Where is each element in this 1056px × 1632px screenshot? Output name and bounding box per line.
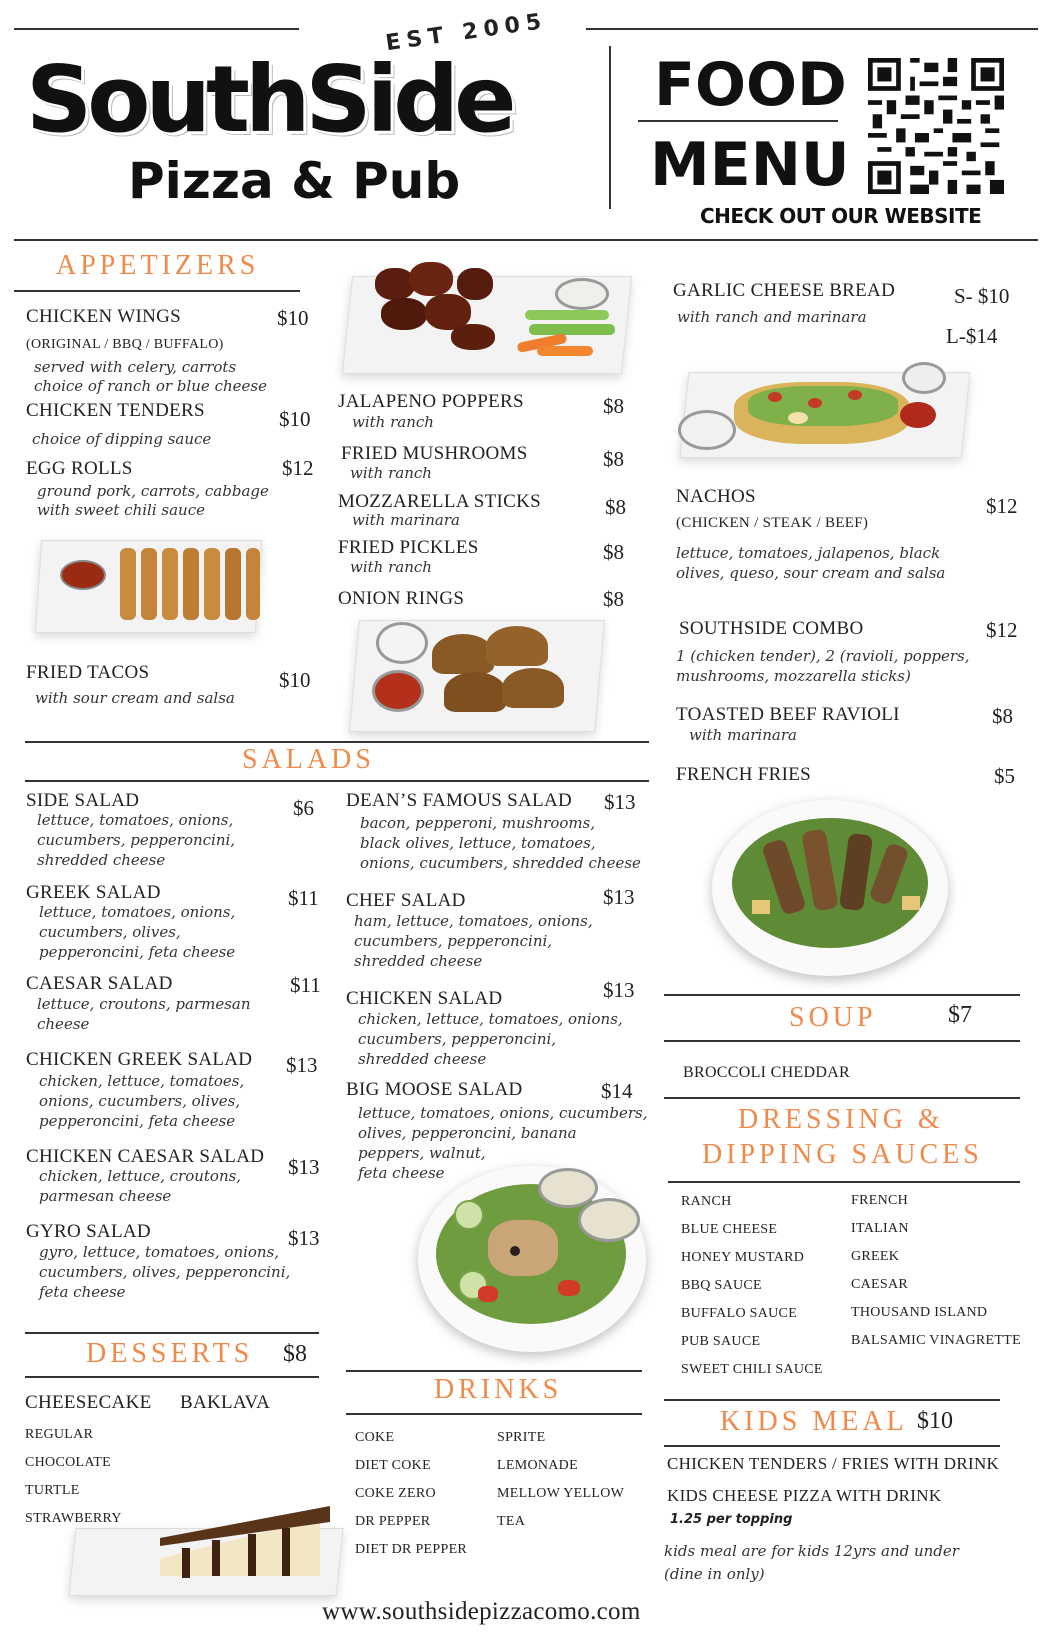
chicken-tenders-price: $10 (279, 407, 311, 431)
desserts-heading: DESSERTS (86, 1338, 254, 1369)
greek-salad-desc-1: lettuce, tomatoes, onions, (39, 903, 236, 921)
chicken-caesar-salad-desc-1: chicken, lettuce, croutons, (39, 1167, 242, 1185)
southside-combo-desc-2: mushrooms, mozzarella sticks) (676, 667, 911, 685)
chef-salad-price: $13 (603, 885, 635, 909)
jalapeno-poppers-price: $8 (603, 394, 624, 418)
fried-mushrooms-price: $8 (603, 447, 624, 471)
big-moose-salad-price: $14 (601, 1079, 633, 1103)
dressing-heading-line-1: DRESSING & (738, 1104, 944, 1135)
dressing-caesar: CAESAR (851, 1277, 909, 1292)
fried-mushrooms-desc: with ranch (350, 464, 432, 482)
side-salad-desc-1: lettuce, tomatoes, onions, (37, 811, 234, 829)
greek-salad-desc-2: cucumbers, olives, (39, 923, 181, 941)
chicken-wings-price: $10 (277, 306, 309, 330)
chef-salad-name: CHEF SALAD (346, 890, 466, 911)
kids-meal-item-pizza: KIDS CHEESE PIZZA WITH DRINK (667, 1486, 942, 1505)
chicken-salad-name: CHICKEN SALAD (346, 988, 503, 1009)
chicken-salad-desc-2: cucumbers, pepperoncini, (358, 1030, 557, 1048)
brand-logo: SouthSide (26, 46, 512, 153)
drink-diet-coke: DIET COKE (355, 1458, 431, 1473)
kids-meal-topping-note: 1.25 per topping (670, 1512, 793, 1527)
dessert-flavor-strawberry: STRAWBERRY (25, 1511, 122, 1526)
chicken-caesar-photo (712, 800, 950, 978)
baklava-label: BAKLAVA (180, 1392, 271, 1413)
dressing-ranch: RANCH (681, 1194, 732, 1209)
egg-rolls-name: EGG ROLLS (26, 458, 133, 479)
mozzarella-sticks-price: $8 (605, 495, 626, 519)
big-moose-salad-desc-3: peppers, walnut, (358, 1144, 486, 1162)
brand-subtitle: Pizza & Pub (128, 152, 461, 210)
soup-price: $7 (948, 1002, 972, 1028)
appetizers-heading: APPETIZERS (56, 250, 260, 281)
mozzarella-sticks-desc: with marinara (352, 511, 460, 529)
nachos-photo (678, 362, 968, 462)
chicken-tenders-desc: choice of dipping sauce (32, 430, 212, 448)
caesar-salad-desc-2: cheese (37, 1015, 90, 1033)
kids-meal-price: $10 (917, 1408, 953, 1434)
nachos-desc-2: olives, queso, sour cream and salsa (676, 564, 946, 582)
chicken-caesar-salad-price: $13 (288, 1155, 320, 1179)
dressing-honey-mustard: HONEY MUSTARD (681, 1250, 805, 1265)
side-salad-desc-2: cucumbers, pepperoncini, (37, 831, 236, 849)
greek-salad-price: $11 (288, 886, 319, 910)
gyro-salad-name: GYRO SALAD (26, 1221, 151, 1242)
fried-tacos-photo (354, 614, 602, 734)
egg-rolls-photo (38, 540, 259, 633)
kids-meal-item-tenders: CHICKEN TENDERS / FRIES WITH DRINK (667, 1454, 1000, 1473)
chicken-greek-salad-desc-3: pepperoncini, feta cheese (39, 1112, 236, 1130)
chicken-wings-desc-1: served with celery, carrots (34, 358, 237, 376)
nachos-name: NACHOS (676, 486, 756, 507)
kids-meal-dine-in-note: (dine in only) (664, 1565, 765, 1583)
big-moose-salad-desc-4: feta cheese (358, 1164, 445, 1182)
southside-combo-price: $12 (986, 618, 1018, 642)
chicken-greek-salad-desc-2: onions, cucumbers, olives, (39, 1092, 241, 1110)
caesar-salad-price: $11 (290, 973, 321, 997)
dressing-french: FRENCH (851, 1193, 909, 1208)
garlic-cheese-bread-price-small: S- $10 (954, 284, 1010, 308)
chicken-wings-options: (ORIGINAL / BBQ / BUFFALO) (26, 337, 224, 352)
drink-tea: TEA (497, 1514, 526, 1529)
dressing-blue-cheese: BLUE CHEESE (681, 1222, 778, 1237)
dressing-buffalo-sauce: BUFFALO SAUCE (681, 1306, 798, 1321)
deans-salad-desc-3: onions, cucumbers, shredded cheese (360, 854, 641, 872)
drink-lemonade: LEMONADE (497, 1458, 578, 1473)
dressing-thousand-island: THOUSAND ISLAND (851, 1305, 988, 1320)
southside-combo-desc-1: 1 (chicken tender), 2 (ravioli, poppers, (676, 647, 970, 665)
toasted-ravioli-desc: with marinara (689, 726, 797, 744)
chicken-greek-salad-desc-1: chicken, lettuce, tomatoes, (39, 1072, 245, 1090)
chicken-wings-photo (347, 258, 629, 376)
chicken-salad-desc-1: chicken, lettuce, tomatoes, onions, (358, 1010, 623, 1028)
drink-diet-dr-pepper: DIET DR PEPPER (355, 1542, 468, 1557)
chef-salad-desc-2: cucumbers, pepperoncini, (354, 932, 553, 950)
french-fries-price: $5 (994, 764, 1015, 788)
big-moose-salad-desc-2: olives, pepperoncini, banana (358, 1124, 577, 1142)
mozzarella-sticks-name: MOZZARELLA STICKS (338, 491, 542, 512)
chicken-caesar-salad-name: CHICKEN CAESAR SALAD (26, 1146, 265, 1167)
soup-heading: SOUP (789, 1002, 877, 1033)
dessert-flavor-chocolate: CHOCOLATE (25, 1455, 111, 1470)
big-moose-salad-desc-1: lettuce, tomatoes, onions, cucumbers, (358, 1104, 648, 1122)
drink-dr-pepper: DR PEPPER (355, 1514, 431, 1529)
garlic-cheese-bread-name: GARLIC CHEESE BREAD (673, 280, 896, 301)
gyro-salad-desc-2: cucumbers, olives, pepperoncini, (39, 1263, 291, 1281)
food-label: FOOD (654, 50, 847, 120)
chicken-tenders-name: CHICKEN TENDERS (26, 400, 205, 421)
drinks-heading: DRINKS (434, 1374, 563, 1405)
cheesecake-label: CHEESECAKE (25, 1392, 152, 1413)
jalapeno-poppers-desc: with ranch (352, 413, 434, 431)
qr-code-icon[interactable] (868, 58, 1004, 194)
gyro-salad-price: $13 (288, 1226, 320, 1250)
side-salad-desc-3: shredded cheese (37, 851, 166, 869)
jalapeno-poppers-name: JALAPENO POPPERS (338, 391, 524, 412)
nachos-options: (CHICKEN / STEAK / BEEF) (676, 515, 869, 531)
toasted-ravioli-name: TOASTED BEEF RAVIOLI (676, 704, 900, 725)
onion-rings-price: $8 (603, 587, 624, 611)
garlic-cheese-bread-price-large: L-$14 (946, 324, 998, 348)
egg-rolls-desc-1: ground pork, carrots, cabbage (37, 482, 269, 500)
header-divider (609, 46, 611, 209)
caesar-salad-desc-1: lettuce, croutons, parmesan (37, 995, 251, 1013)
chicken-greek-salad-price: $13 (286, 1053, 318, 1077)
salads-heading: SALADS (242, 744, 375, 775)
southside-combo-name: SOUTHSIDE COMBO (679, 618, 864, 639)
french-fries-name: FRENCH FRIES (676, 764, 812, 785)
greek-salad-name: GREEK SALAD (26, 882, 161, 903)
dressing-balsamic-vinagrette: BALSAMIC VINAGRETTE (851, 1333, 1021, 1348)
drink-coke: COKE (355, 1430, 395, 1445)
cheesecake-photo (72, 1478, 342, 1598)
deans-salad-desc-2: black olives, lettuce, tomatoes, (360, 834, 596, 852)
est-label: EST 2005 (384, 8, 549, 57)
chef-salad-desc-3: shredded cheese (354, 952, 483, 970)
dessert-flavor-regular: REGULAR (25, 1427, 94, 1442)
chicken-greek-salad-name: CHICKEN GREEK SALAD (26, 1049, 253, 1070)
fried-tacos-desc: with sour cream and salsa (35, 689, 235, 707)
nachos-desc-1: lettuce, tomatoes, jalapenos, black (676, 544, 941, 562)
drink-coke-zero: COKE ZERO (355, 1486, 436, 1501)
kids-meal-heading: KIDS MEAL (720, 1406, 908, 1437)
deans-salad-price: $13 (604, 790, 636, 814)
menu-label: MENU (650, 130, 850, 200)
chef-salad-desc-1: ham, lettuce, tomatoes, onions, (354, 912, 593, 930)
website-url[interactable]: www.southsidepizzacomo.com (322, 1598, 641, 1625)
fried-tacos-name: FRIED TACOS (26, 662, 150, 683)
gyro-salad-desc-1: gyro, lettuce, tomatoes, onions, (39, 1243, 280, 1261)
toasted-ravioli-price: $8 (992, 704, 1013, 728)
drink-mellow-yellow: MELLOW YELLOW (497, 1486, 625, 1501)
egg-rolls-price: $12 (282, 456, 314, 480)
fried-pickles-price: $8 (603, 540, 624, 564)
drink-sprite: SPRITE (497, 1430, 546, 1445)
garlic-cheese-bread-desc: with ranch and marinara (677, 308, 867, 326)
dressing-pub-sauce: PUB SAUCE (681, 1334, 761, 1349)
big-moose-salad-name: BIG MOOSE SALAD (346, 1079, 523, 1100)
chicken-salad-price: $13 (603, 978, 635, 1002)
side-salad-name: SIDE SALAD (26, 790, 140, 811)
fried-tacos-price: $10 (279, 668, 311, 692)
kids-meal-age-note: kids meal are for kids 12yrs and under (664, 1542, 959, 1560)
gyro-salad-desc-3: feta cheese (39, 1283, 126, 1301)
fried-mushrooms-name: FRIED MUSHROOMS (341, 443, 528, 464)
chicken-salad-desc-3: shredded cheese (358, 1050, 487, 1068)
deans-salad-desc-1: bacon, pepperoni, mushrooms, (360, 814, 596, 832)
dressing-greek: GREEK (851, 1249, 900, 1264)
soup-broccoli-cheddar: BROCCOLI CHEDDAR (683, 1064, 851, 1081)
greek-salad-desc-3: pepperoncini, feta cheese (39, 943, 236, 961)
egg-rolls-desc-2: with sweet chili sauce (37, 501, 205, 519)
dressing-italian: ITALIAN (851, 1221, 909, 1236)
caesar-salad-name: CAESAR SALAD (26, 973, 173, 994)
dessert-flavor-turtle: TURTLE (25, 1483, 80, 1498)
nachos-price: $12 (986, 494, 1018, 518)
deans-salad-name: DEAN’S FAMOUS SALAD (346, 790, 572, 811)
dressing-heading-line-2: DIPPING SAUCES (702, 1139, 983, 1170)
fried-pickles-desc: with ranch (350, 558, 432, 576)
dressing-sweet-chili-sauce: SWEET CHILI SAUCE (681, 1362, 823, 1377)
fried-pickles-name: FRIED PICKLES (338, 537, 479, 558)
dressing-bbq-sauce: BBQ SAUCE (681, 1278, 762, 1293)
desserts-price: $8 (283, 1341, 307, 1367)
big-moose-salad-photo (418, 1160, 648, 1356)
chicken-wings-name: CHICKEN WINGS (26, 306, 182, 327)
chicken-wings-desc-2: choice of ranch or blue cheese (34, 377, 267, 395)
website-cta[interactable]: CHECK OUT OUR WEBSITE (700, 204, 982, 228)
side-salad-price: $6 (293, 796, 314, 820)
onion-rings-name: ONION RINGS (338, 588, 465, 609)
chicken-caesar-salad-desc-2: parmesan cheese (39, 1187, 172, 1205)
